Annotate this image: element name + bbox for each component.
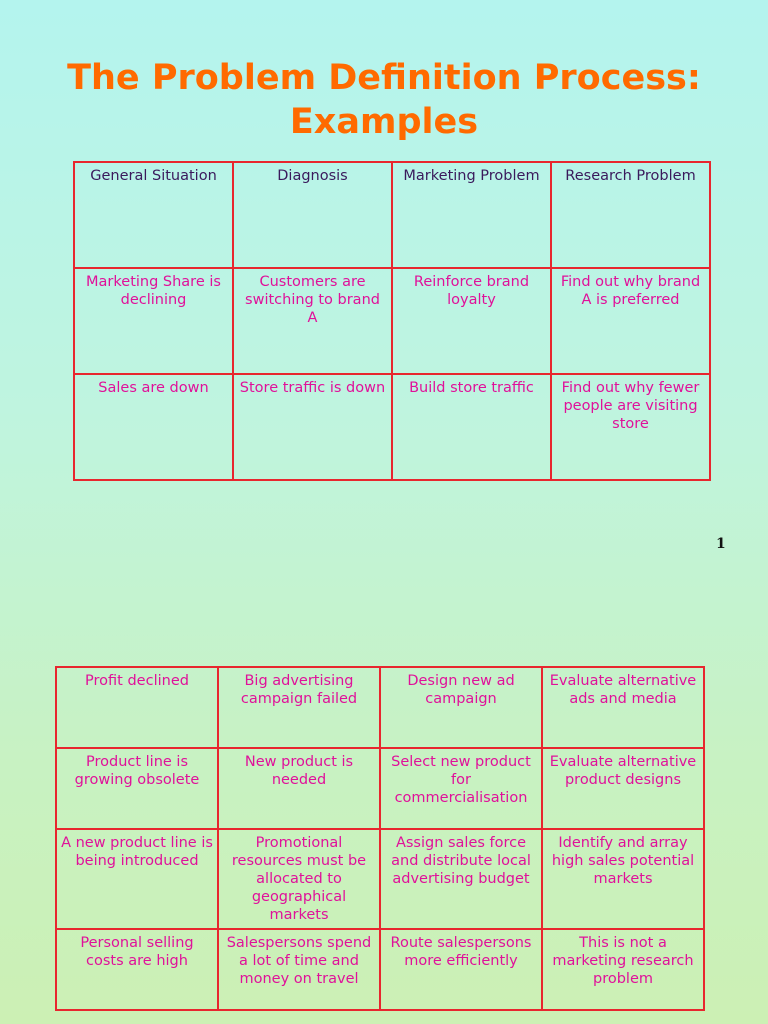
table-cell: Customers are switching to brand A [233,268,392,374]
table-row [56,929,704,1010]
problem-examples-table [55,666,705,1011]
page-number: 1 [716,536,726,552]
table-cell: Product line is growing obsolete [56,748,218,829]
page-title [0,56,768,144]
table-cell: New product is needed [218,748,380,829]
table-cell: Salespersons spend a lot of time and money on travel [218,929,380,1010]
table-cell: A new product line is being introduced [56,829,218,929]
table-row [56,829,704,929]
table-cell: Find out why fewer people are visiting store [551,374,710,480]
header-marketing-problem: Marketing Problem [392,162,551,268]
table-cell: Promotional resources must be allocated to geographical markets [218,829,380,929]
table-row [74,374,710,480]
table-header-row [74,162,710,268]
table-cell: Personal selling costs are high [56,929,218,1010]
table-cell: Profit declined [56,667,218,748]
table-cell: This is not a marketing research problem [542,929,704,1010]
table-row [56,667,704,748]
table-cell: Route salespersons more efficiently [380,929,542,1010]
table-cell: Reinforce brand loyalty [392,268,551,374]
header-general-situation: General Situation [74,162,233,268]
table-cell: Select new product for commercialisation [380,748,542,829]
title-line-1: The Problem Definition Process: [67,58,701,98]
table-cell: Evaluate alternative product designs [542,748,704,829]
table-cell: Build store traffic [392,374,551,480]
slide-2 [0,560,768,1024]
table-cell: Identify and array high sales potential markets [542,829,704,929]
table-cell: Design new ad campaign [380,667,542,748]
table-cell: Marketing Share is declining [74,268,233,374]
table-row [56,748,704,829]
problem-definition-table [73,161,711,481]
header-diagnosis: Diagnosis [233,162,392,268]
title-line-2: Examples [289,102,479,142]
table-cell: Big advertising campaign failed [218,667,380,748]
table-cell: Find out why brand A is preferred [551,268,710,374]
table-cell: Sales are down [74,374,233,480]
table-cell: Store traffic is down [233,374,392,480]
table-row [74,268,710,374]
table-cell: Assign sales force and distribute local advertising budget [380,829,542,929]
header-research-problem: Research Problem [551,162,710,268]
table-cell: Evaluate alternative ads and media [542,667,704,748]
